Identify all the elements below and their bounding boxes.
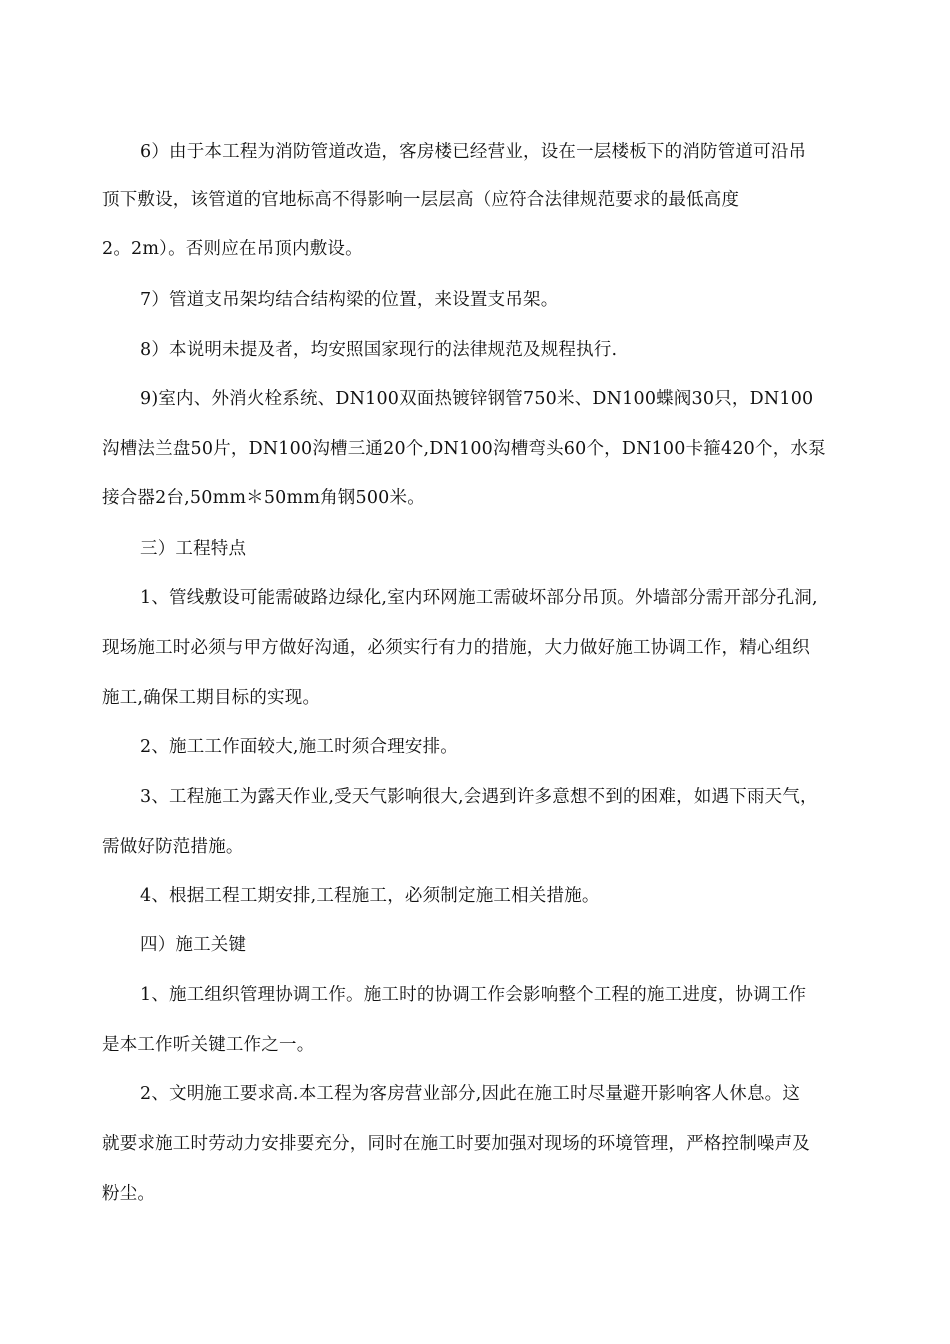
text-line-item9-2: 沟槽法兰盘50片，DN100沟槽三通20个,DN100沟槽弯头60个，DN100卡箍420个，水泵: [102, 439, 826, 459]
text-line-feature1-1: 1、管线敷设可能需破路边绿化,室内环网施工需破坏部分吊顶。外墙部分需开部分孔洞,: [140, 588, 818, 608]
section-heading-features: 三）工程特点: [140, 539, 247, 559]
section-heading-key-points: 四）施工关键: [140, 935, 247, 955]
text-line-feature4: 4、根据工程工期安排,工程施工，必须制定施工相关措施。: [140, 886, 600, 906]
text-line-item6-3: 2。2m）。否则应在吊顶内敷设。: [102, 239, 363, 259]
text-line-feature1-2: 现场施工时必须与甲方做好沟通，必须实行有力的措施，大力做好施工协调工作，精心组织: [102, 638, 810, 658]
text-line-key2-2: 就要求施工时劳动力安排要充分，同时在施工时要加强对现场的环境管理，严格控制噪声及: [102, 1134, 810, 1154]
text-line-item7: 7）管道支吊架均结合结构梁的位置，来设置支吊架。: [140, 290, 559, 310]
text-line-item8: 8）本说明未提及者，均安照国家现行的法律规范及规程执行.: [140, 340, 618, 360]
text-line-item6-2: 顶下敷设，该管道的官地标高不得影响一层层高（应符合法律规范要求的最低高度: [102, 190, 740, 210]
text-line-item6-1: 6）由于本工程为消防管道改造，客房楼已经营业，设在一层楼板下的消防管道可沿吊: [140, 142, 807, 162]
text-line-feature2: 2、施工工作面较大,施工时须合理安排。: [140, 737, 458, 757]
text-line-key1-1: 1、施工组织管理协调工作。施工时的协调工作会影响整个工程的施工进度，协调工作: [140, 985, 807, 1005]
text-line-feature3-2: 需做好防范措施。: [102, 837, 244, 857]
text-line-feature3-1: 3、工程施工为露天作业,受天气影响很大,会遇到许多意想不到的困难，如遇下雨天气，: [140, 787, 818, 807]
text-line-key2-3: 粉尘。: [102, 1184, 156, 1204]
text-line-item9-1: 9)室内、外消火栓系统、DN100双面热镀锌钢管750米、DN100蝶阀30只，DN100: [140, 389, 814, 409]
text-line-key1-2: 是本工作听关键工作之一。: [102, 1035, 315, 1055]
text-line-key2-1: 2、文明施工要求高.本工程为客房营业部分,因此在施工时尽量避开影响客人休息。这: [140, 1084, 801, 1104]
text-line-item9-3: 接合器2台,50mm＊50mm角钢500米。: [102, 488, 425, 508]
text-line-feature1-3: 施工,确保工期目标的实现。: [102, 688, 321, 708]
